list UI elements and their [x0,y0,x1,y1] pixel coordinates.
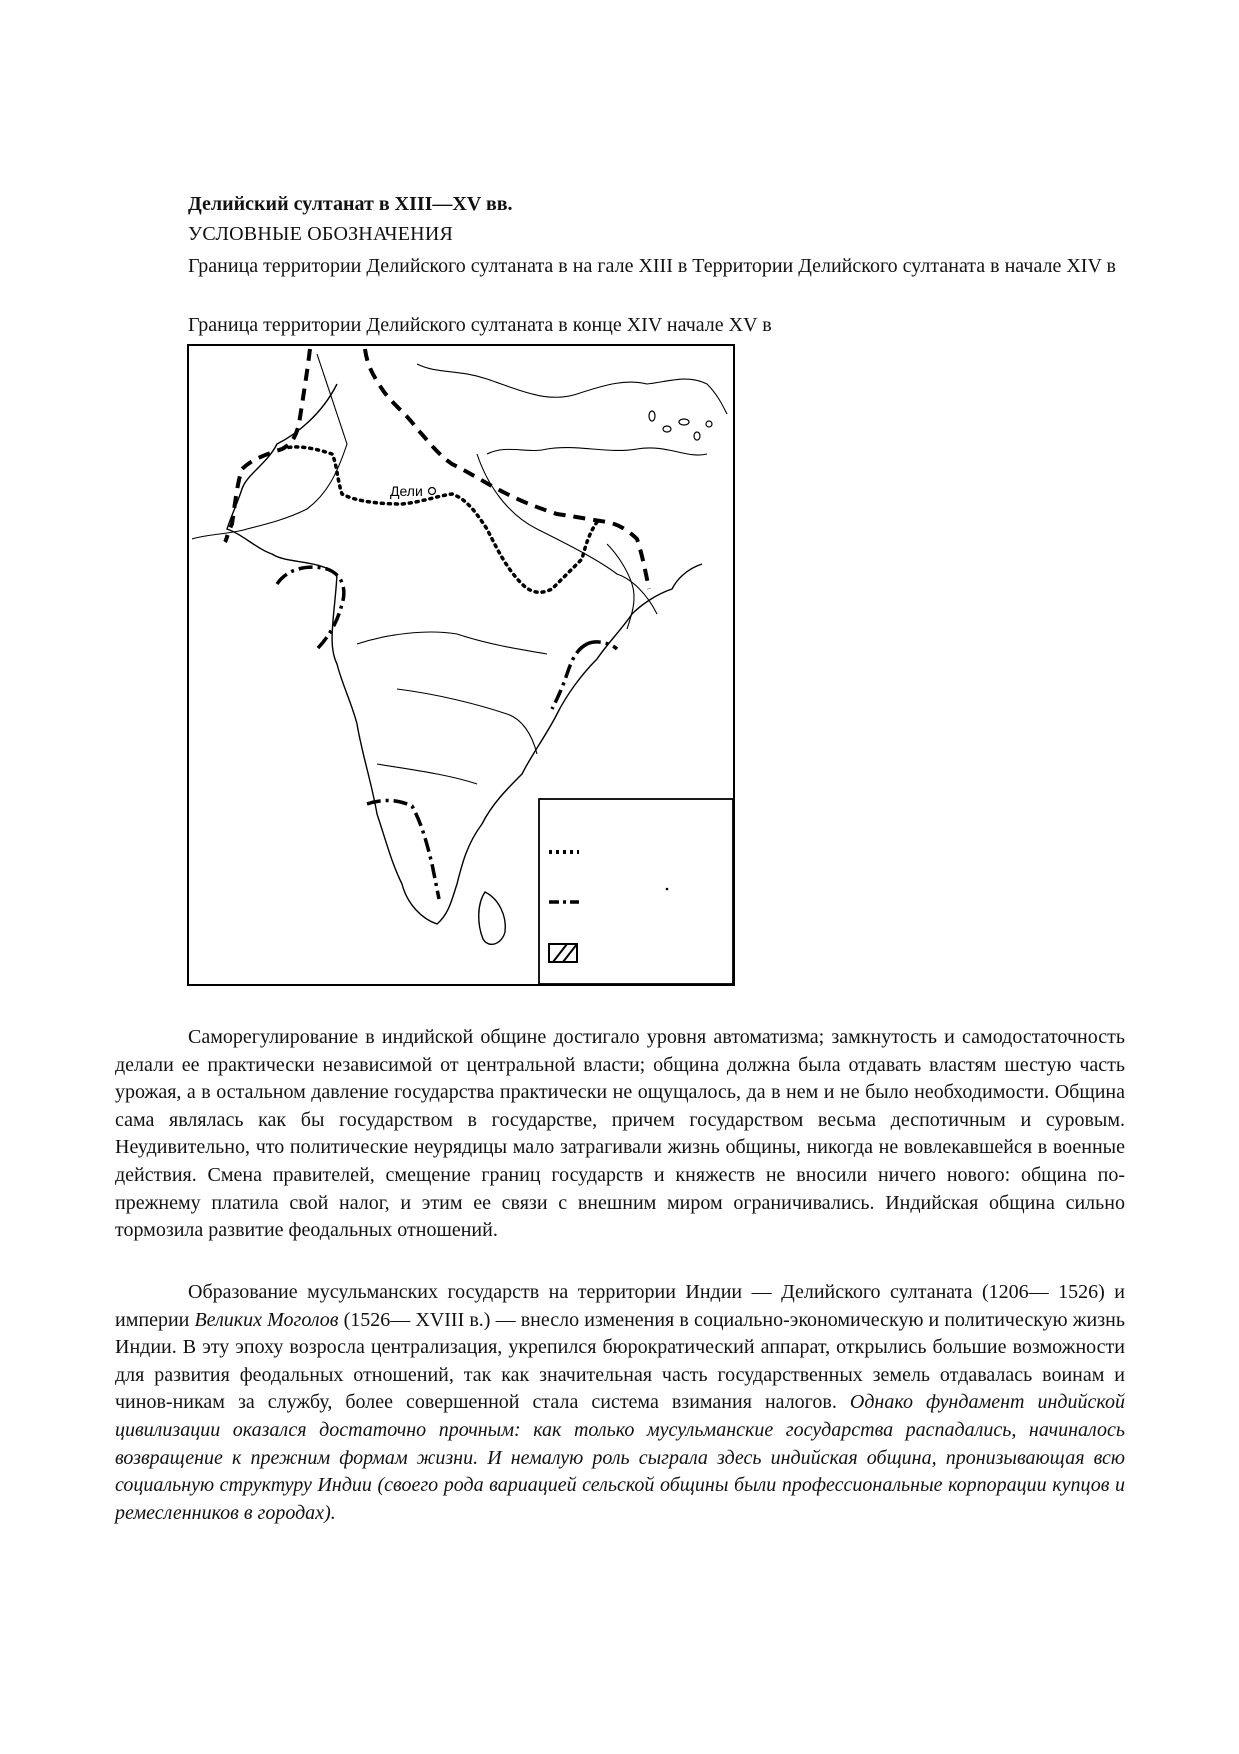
paragraph-muslim-states [115,1279,1125,1527]
p2-part-a: Образование мусульманских государств на территории Индии — Делийского султаната (1206— 1526) и империи [115,1281,1125,1331]
delhi-label: Дели [390,483,423,499]
p2-part-b: Великих Моголов [194,1308,339,1331]
paragraph-community: Саморегулирование в индийской общине достигало уровня автоматизма; замкнутость и самодостаточность делали ее практически независимой от центральной власти; община должна была отдавать властям шестую часть урожая, а в остальном давление государства практически не ощущалось, да в нем и не было необходимости. Община сама являлась как бы государством в государстве, причем государством весьма деспотичным и суровым. Неудивительно, что политические неурядицы мало затрагивали жизнь общины, никогда не вовлекавшейся в военные действия. Смена правителей, смещение границ государств и княжеств не вносили ничего нового: община по-прежнему платила свой налог, и этим ее связи с внешним миром ограничивались. Индийская община сильно тормозила развитие феодальных отношений. [115,1026,1125,1242]
map-title: Делийский султанат в XIII—XV вв. [188,193,513,215]
circle-icon [429,488,436,495]
legend-hatch-sample [549,944,577,962]
legend-line-1: Граница территории Делийского султаната в на гале XIII в Территории Делийского султаната в начале XIV в [188,255,1116,277]
legend-header: УСЛОВНЫЕ ОБОЗНАЧЕНИЯ [188,223,453,245]
p2-part-c: (1526— XVIII в.) — внесло изменения в социально-экономическую и политическую жизнь Индии. В эту эпоху возросла централизация, укрепился бюрократический аппарат, открылись большие возможности для развития феодальных отношений, так как значительная часть государственных земель отдавалась воинам и чинов-никам за службу, более совершенной стала система взимания налогов. [115,1308,1125,1414]
legend-line-2: Граница территории Делийского султаната в конце XIV начале XV в [188,314,772,336]
p2-part-d: Однако фундамент индийской цивилизации оказался достаточно прочным: как только мусульманские государства распадались, начиналось возвращение к прежним формам жизни. И немалую роль сыграла здесь индийская община, пронизывающая всю социальную структуру Индии (своего рода вариацией сельской общины были профессиональные корпорации купцов и ремесленников в городах). [115,1391,1125,1524]
map-delhi-sultanate [187,344,735,986]
